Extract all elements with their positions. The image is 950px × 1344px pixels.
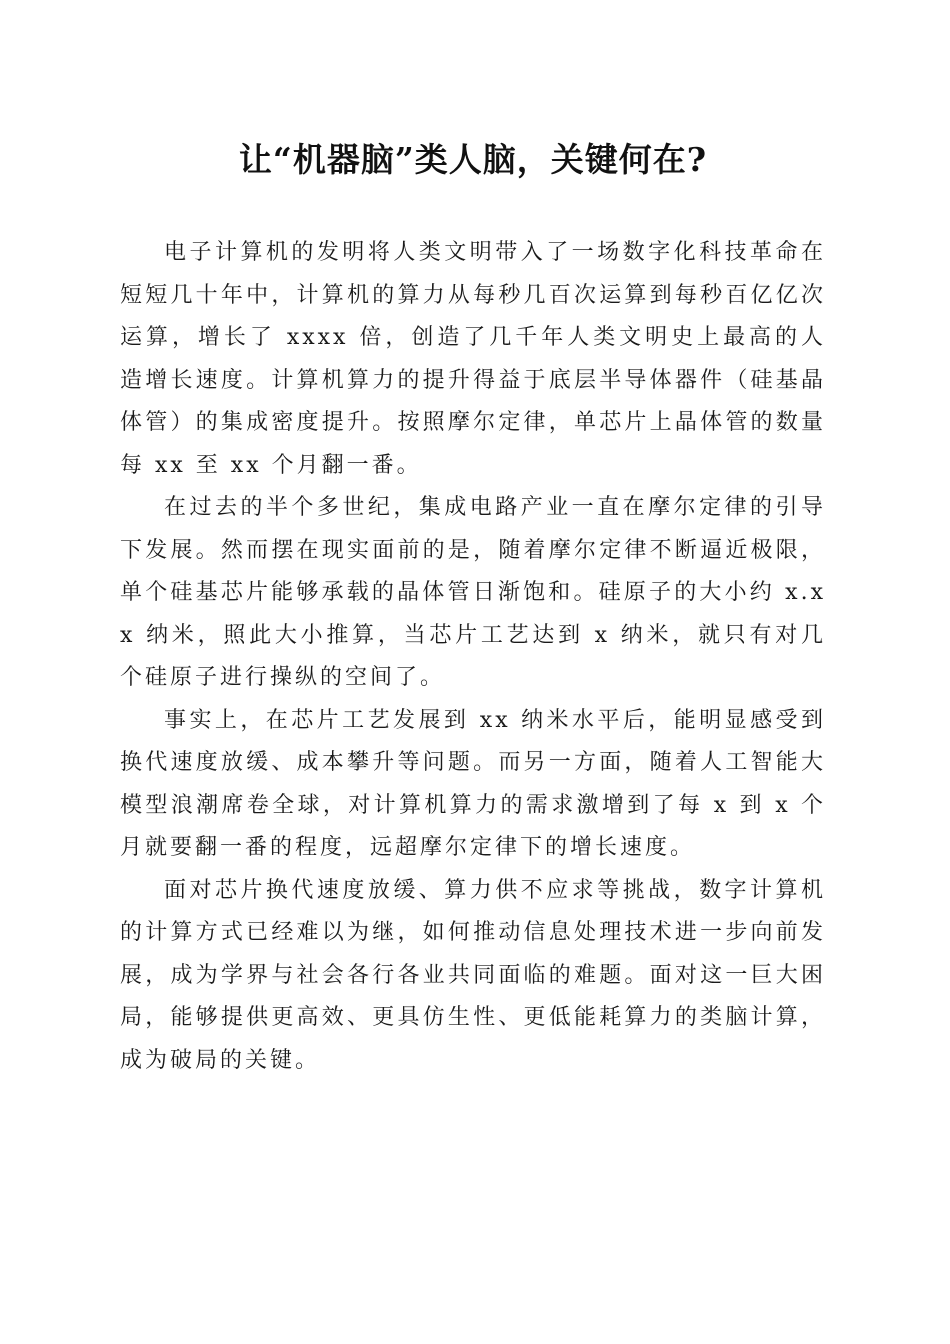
- document-body: [120, 232, 826, 1082]
- paragraph-2: 在过去的半个多世纪，集成电路产业一直在摩尔定律的引导下发展。然而摆在现实面前的是，随着摩尔定律不断逼近极限，单个硅基芯片能够承载的晶体管日渐饱和。硅原子的大小约 x.xx 纳米，照此大小推算，当芯片工艺达到 x 纳米，就只有对几个硅原子进行操纵的空间了。: [120, 495, 826, 690]
- paragraph-4: 面对芯片换代速度放缓、算力供不应求等挑战，数字计算机的计算方式已经难以为继，如何推动信息处理技术进一步向前发展，成为学界与社会各行各业共同面临的难题。面对这一巨大困局，能够提供更高效、更具仿生性、更低能耗算力的类脑计算，成为破局的关键。: [120, 877, 826, 1073]
- document-title: 让“机器脑”类人脑，关键何在?: [238, 140, 708, 179]
- paragraph-3: 事实上，在芯片工艺发展到 xx 纳米水平后，能明显感受到换代速度放缓、成本攀升等问题。而另一方面，随着人工智能大模型浪潮席卷全球，对计算机算力的需求激增到了每 x 到 x 个月就要翻一番的程度，远超摩尔定律下的增长速度。: [120, 707, 826, 860]
- paragraph-1: 电子计算机的发明将人类文明带入了一场数字化科技革命在短短几十年中，计算机的算力从每秒几百次运算到每秒百亿亿次运算，增长了 xxxx 倍，创造了几千年人类文明史上最高的人造增长速度。计算机算力的提升得益于底层半导体器件（硅基晶体管）的集成密度提升。按照摩尔定律，单芯片上晶体管的数量每 xx 至 xx 个月翻一番。: [120, 240, 826, 478]
